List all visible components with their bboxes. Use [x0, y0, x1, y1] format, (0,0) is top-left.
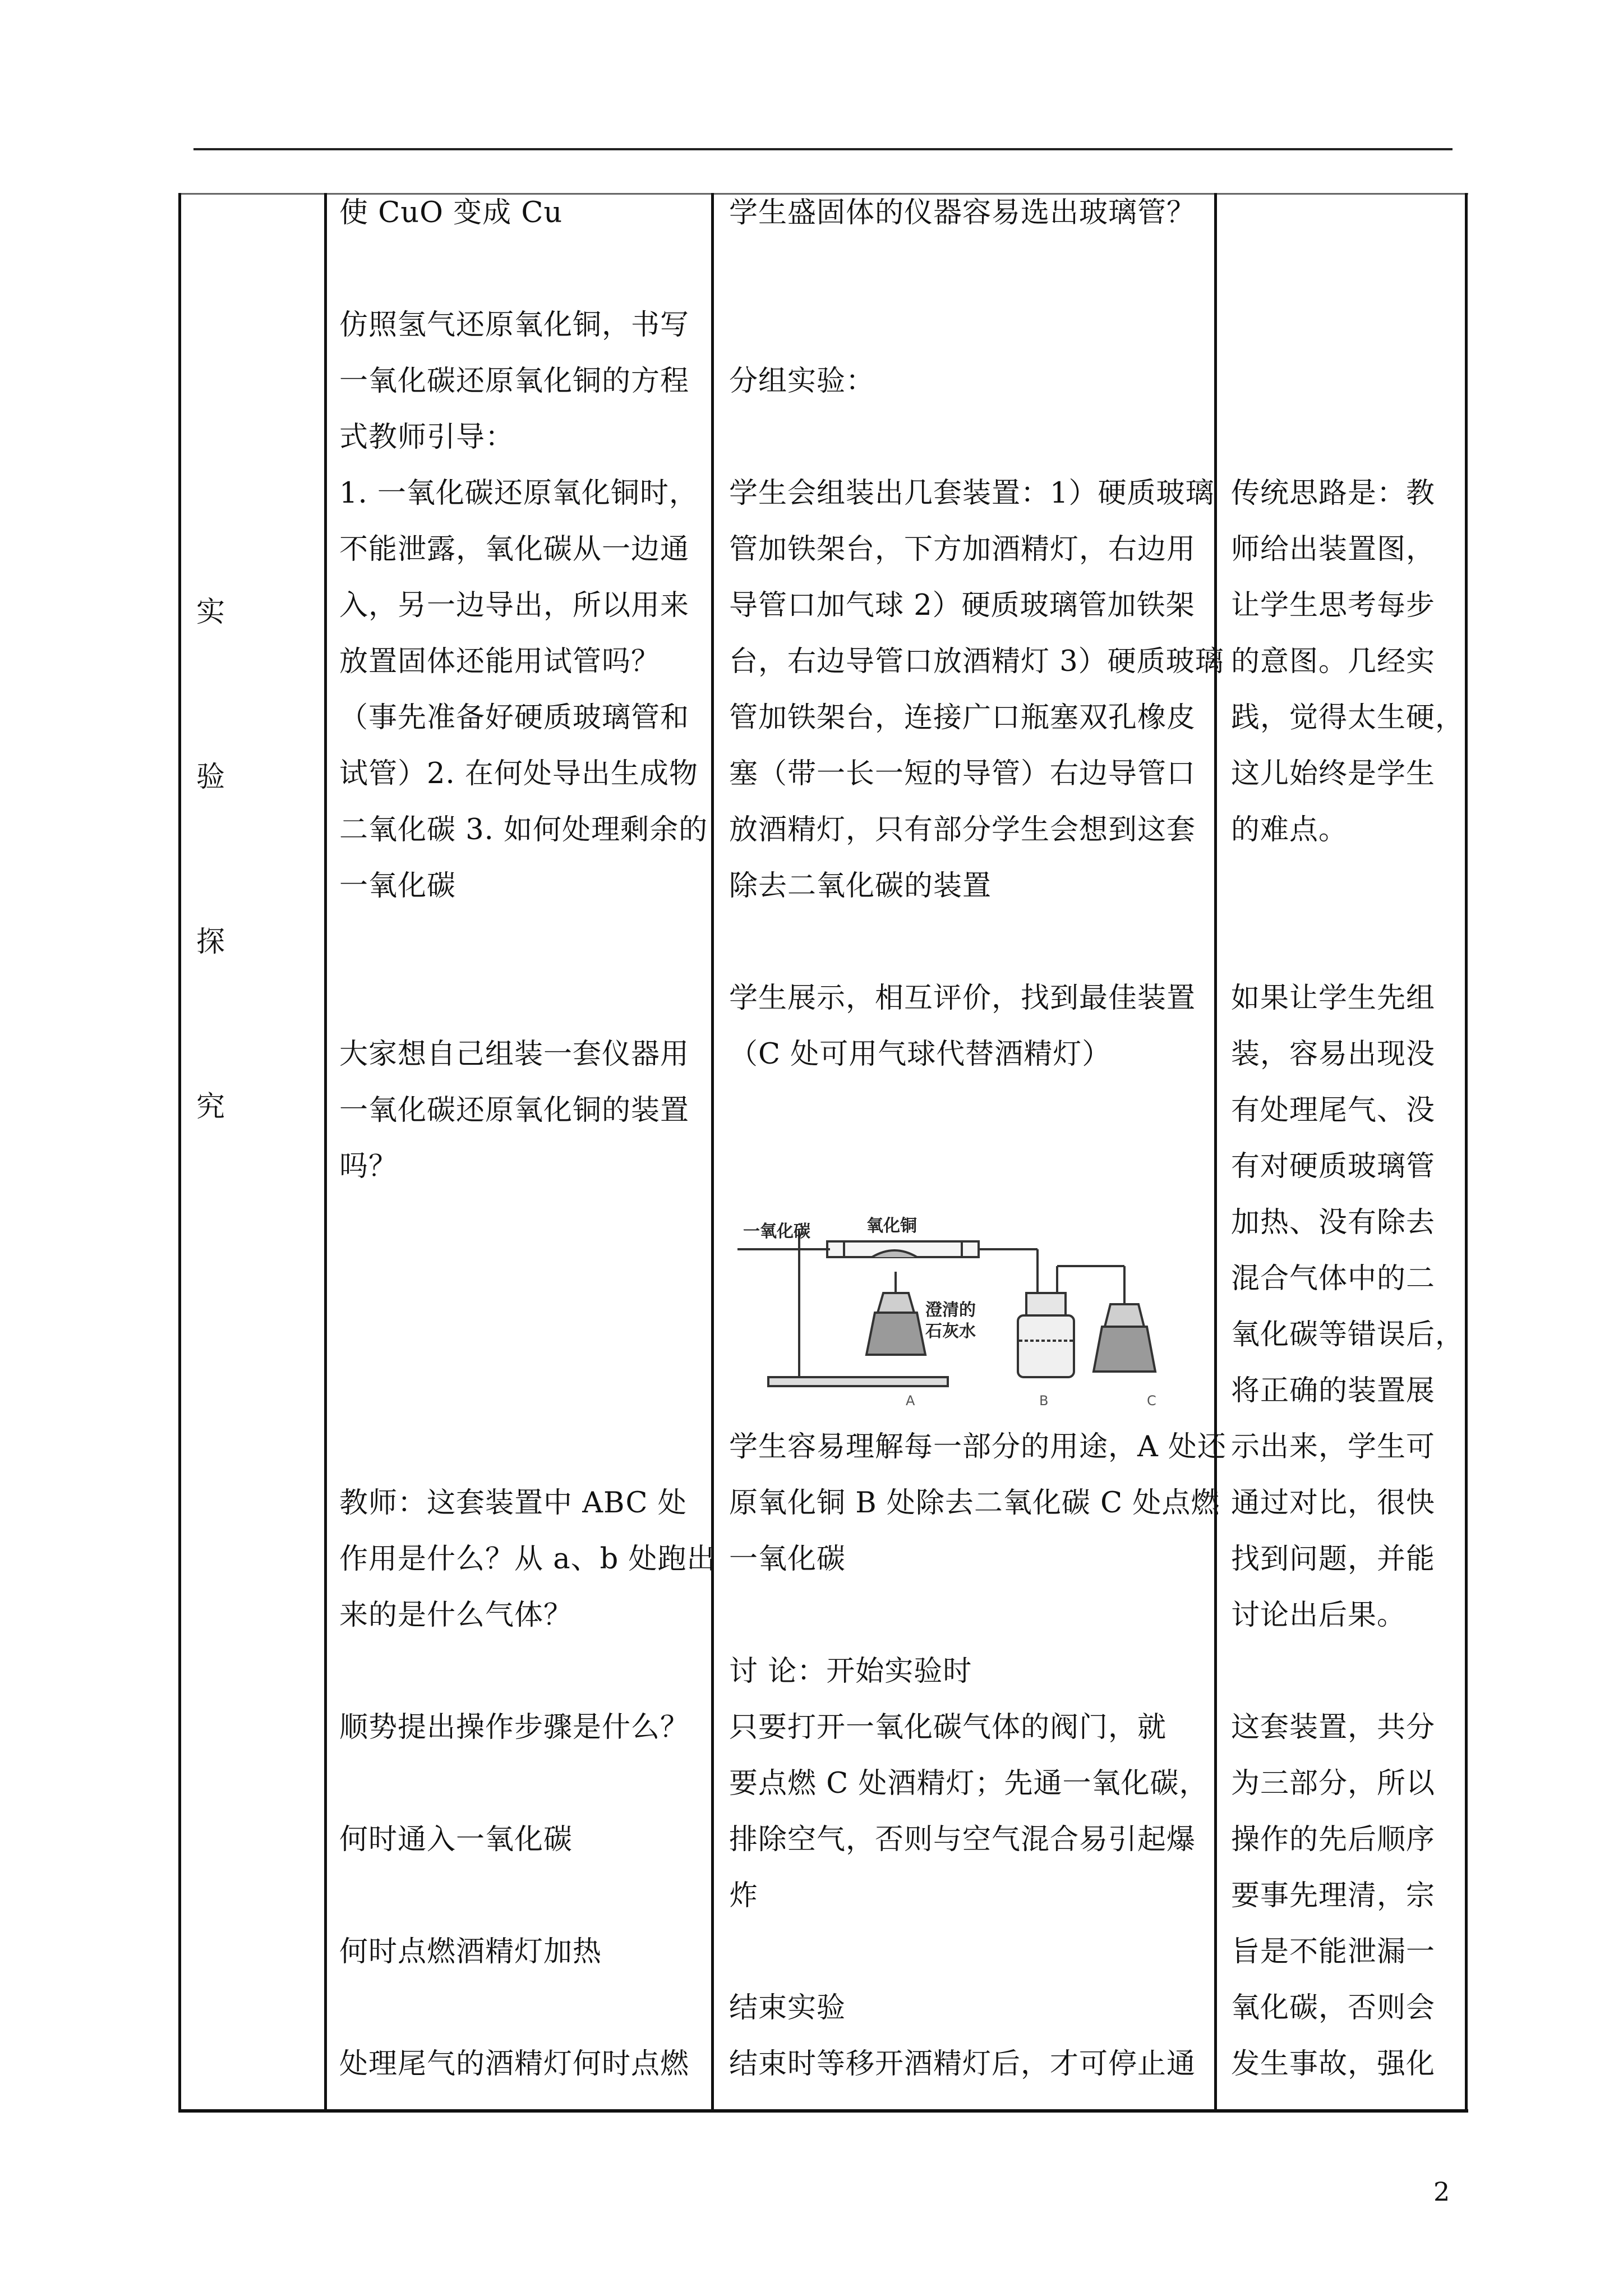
text-line: 通过对比，很快 — [1231, 1487, 1436, 1520]
text-line — [729, 241, 1224, 297]
text-line: 有对硬质玻璃管 — [1231, 1150, 1436, 1183]
text-line: 入，另一边导出，所以用来 — [339, 589, 690, 622]
text-line: 让学生思考每步 — [1231, 589, 1436, 622]
page-number: 2 — [1433, 2177, 1450, 2207]
label-c: C — [1147, 1393, 1156, 1409]
text-line — [339, 1251, 716, 1307]
apparatus-diagram — [732, 1209, 1175, 1411]
text-line: 结束时等移开酒精灯后，才可停止通 — [729, 2047, 1196, 2081]
text-line: 讨 论：开始实验时 — [729, 1655, 972, 1688]
text-line: 只要打开一氧化碳气体的阀门，就 — [729, 1711, 1167, 1744]
text-line: 示出来，学生可 — [1231, 1430, 1436, 1464]
text-line — [339, 241, 716, 297]
side-label-char: 探 — [196, 926, 225, 959]
text-line: 氧化碳，否则会 — [1231, 1991, 1436, 2024]
text-line — [339, 1419, 716, 1475]
label-a: A — [906, 1393, 915, 1409]
table-bottom-border — [178, 2109, 1468, 2113]
label-cuo: 氧化铜 — [866, 1216, 917, 1236]
table-border-right — [1465, 193, 1468, 2111]
text-line — [339, 970, 716, 1027]
text-line: 氧化碳等错误后， — [1231, 1318, 1465, 1351]
text-line: 分组实验： — [729, 365, 875, 398]
text-line — [729, 1924, 1227, 1980]
text-line: 来的是什么气体？ — [339, 1599, 573, 1632]
text-line — [339, 1756, 716, 1812]
label-b: B — [1039, 1393, 1049, 1409]
text-line: （事先准备好硬质玻璃管和 — [339, 701, 690, 734]
text-line: 管加铁架台，下方加酒精灯，右边用 — [729, 533, 1196, 566]
text-line: 一氧化碳还原氧化铜的装置 — [339, 1094, 690, 1127]
text-line — [339, 1307, 716, 1363]
text-line: 处理尾气的酒精灯何时点燃 — [339, 2047, 690, 2081]
table-border-left — [178, 193, 181, 2111]
text-line: 一氧化碳 — [339, 869, 457, 903]
text-line: 式教师引导： — [339, 421, 515, 454]
text-line: 学生会组装出几套装置：1）硬质玻璃 — [729, 477, 1215, 510]
text-line: 一氧化碳还原氧化铜的方程 — [339, 365, 690, 398]
text-line: 学生展示，相互评价，找到最佳装置 — [729, 982, 1196, 1015]
text-line: 要事先理清，宗 — [1231, 1879, 1436, 1912]
text-line — [339, 1980, 716, 2036]
text-line: 师给出装置图， — [1231, 533, 1436, 566]
text-line — [729, 297, 1224, 353]
text-line: 除去二氧化碳的装置 — [729, 869, 992, 903]
text-line: 践，觉得太生硬， — [1231, 701, 1465, 734]
text-line: 1. 一氧化碳还原氧化铜时， — [339, 477, 698, 510]
side-label-char: 实 — [196, 596, 225, 629]
header-rule — [193, 148, 1453, 150]
text-line: 吗？ — [339, 1150, 398, 1183]
text-line: 的难点。 — [1231, 813, 1348, 846]
text-line: 找到问题，并能 — [1231, 1543, 1436, 1576]
student-activity-column — [729, 185, 1224, 1083]
text-line — [339, 914, 716, 970]
text-line: 操作的先后顺序 — [1231, 1823, 1436, 1856]
text-line: 大家想自己组装一套仪器用 — [339, 1038, 690, 1071]
design-notes-block-3 — [1231, 1700, 1435, 2092]
text-line: 旨是不能泄漏一 — [1231, 1935, 1436, 1968]
design-notes-block-2 — [1231, 970, 1464, 1644]
label-limewater-2: 石灰水 — [925, 1322, 976, 1341]
text-line: 传统思路是：教 — [1231, 477, 1436, 510]
text-line: （C 处可用气球代替酒精灯） — [729, 1038, 1112, 1071]
text-line: 作用是什么？从 a、b 处跑出 — [339, 1543, 716, 1576]
text-line: 不能泄露，氧化碳从一边通 — [339, 533, 690, 566]
text-line: 管加铁架台，连接广口瓶塞双孔橡皮 — [729, 701, 1196, 734]
text-line: 的意图。几经实 — [1231, 645, 1436, 678]
text-line: 为三部分，所以 — [1231, 1767, 1436, 1800]
text-line: 加热、没有除去 — [1231, 1206, 1436, 1239]
side-label-char: 验 — [196, 761, 225, 794]
text-line: 炸 — [729, 1879, 759, 1912]
text-line: 混合气体中的二 — [1231, 1262, 1436, 1295]
text-line — [339, 1195, 716, 1251]
design-notes-block-1 — [1231, 466, 1464, 858]
text-line — [339, 1644, 716, 1700]
text-line — [339, 1363, 716, 1419]
text-line: 排除空气，否则与空气混合易引起爆 — [729, 1823, 1196, 1856]
text-line: 仿照氢气还原氧化铜，书写 — [339, 309, 690, 342]
text-line: 这儿始终是学生 — [1231, 757, 1436, 790]
text-line: 放酒精灯，只有部分学生会想到这套 — [729, 813, 1196, 846]
text-line: 学生盛固体的仪器容易选出玻璃管？ — [729, 196, 1196, 229]
text-line: 何时通入一氧化碳 — [339, 1823, 573, 1856]
text-line: 将正确的装置展 — [1231, 1374, 1436, 1407]
text-line: 学生容易理解每一部分的用途，A 处还 — [729, 1430, 1227, 1464]
student-activity-column-lower — [729, 1419, 1227, 2092]
text-line: 试管）2. 在何处导出生成物 — [339, 757, 698, 790]
text-line: 要点燃 C 处酒精灯；先通一氧化碳， — [729, 1767, 1209, 1800]
text-line: 教师：这套装置中 ABC 处 — [339, 1487, 687, 1520]
text-line: 使 CuO 变成 Cu — [339, 196, 563, 229]
label-limewater-1: 澄清的 — [925, 1300, 976, 1320]
text-line: 放置固体还能用试管吗？ — [339, 645, 661, 678]
text-line — [729, 914, 1224, 970]
side-label-char: 究 — [196, 1091, 225, 1124]
text-line: 顺势提出操作步骤是什么？ — [339, 1711, 690, 1744]
text-line — [729, 1588, 1227, 1644]
label-co: 一氧化碳 — [743, 1222, 810, 1241]
text-line — [729, 409, 1224, 466]
text-line: 塞（带一长一短的导管）右边导管口 — [729, 757, 1196, 790]
text-line: 二氧化碳 3. 如何处理剩余的 — [339, 813, 708, 846]
text-line: 结束实验 — [729, 1991, 846, 2024]
teacher-activity-column — [339, 185, 716, 2092]
text-line: 一氧化碳 — [729, 1543, 846, 1576]
text-line — [339, 1868, 716, 1924]
text-line: 原氧化铜 B 处除去二氧化碳 C 处点燃 — [729, 1487, 1220, 1520]
text-line: 有处理尾气、没 — [1231, 1094, 1436, 1127]
text-line: 发生事故，强化 — [1231, 2047, 1436, 2081]
text-line: 讨论出后果。 — [1231, 1599, 1407, 1632]
text-line: 装，容易出现没 — [1231, 1038, 1436, 1071]
text-line: 如果让学生先组 — [1231, 982, 1436, 1015]
table-divider-1 — [324, 193, 327, 2111]
text-line: 这套装置，共分 — [1231, 1711, 1436, 1744]
text-line: 台，右边导管口放酒精灯 3）硬质玻璃 — [729, 645, 1224, 678]
text-line: 何时点燃酒精灯加热 — [339, 1935, 602, 1968]
text-line: 导管口加气球 2）硬质玻璃管加铁架 — [729, 589, 1195, 622]
